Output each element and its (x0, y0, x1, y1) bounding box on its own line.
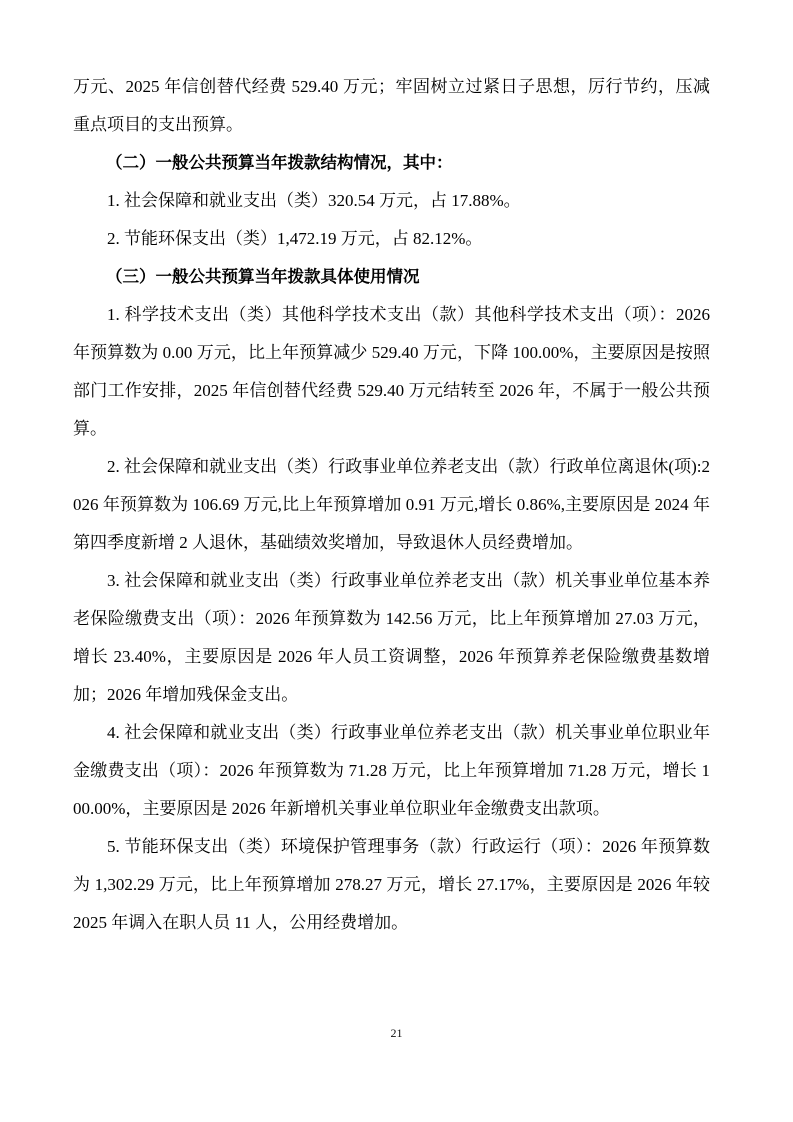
paragraph-continuation: 万元、2025 年信创替代经费 529.40 万元；牢固树立过紧日子思想，厉行节约，压减重点项目的支出预算。 (73, 77, 710, 134)
page-number: 21 (390, 1026, 403, 1040)
structure-item-1: 1. 社会保障和就业支出（类）320.54 万元，占 17.88%。 (107, 191, 521, 210)
section-heading-3: （三）一般公共预算当年拨款具体使用情况 (106, 268, 420, 286)
usage-paragraph-5: 5. 节能环保支出（类）环境保护管理事务（款）行政运行（项）：2026 年预算数为 1,302.29 万元，比上年预算增加 278.27 万元，增长 27.17%，主要原因是 2026 年较 2025 年调入在职人员 11 人，公用经费增加。 (73, 837, 710, 932)
structure-item-2: 2. 节能环保支出（类）1,472.19 万元，占 82.12%。 (107, 229, 483, 248)
usage-paragraph-3: 3. 社会保障和就业支出（类）行政事业单位养老支出（款）机关事业单位基本养老保险缴费支出（项）：2026 年预算数为 142.56 万元，比上年预算增加 27.03 万元，增长 23.40%，主要原因是 2026 年人员工资调整，2026 年预算养老保险缴费基数增加；2026 年增加残保金支出。 (73, 571, 710, 704)
usage-paragraph-2: 2. 社会保障和就业支出（类）行政事业单位养老支出（款）行政单位离退休(项):2026 年预算数为 106.69 万元,比上年预算增加 0.91 万元,增长 0.86%,主要原因是 2024 年第四季度新增 2 人退休，基础绩效奖增加，导致退休人员经费增加。 (73, 457, 710, 552)
usage-paragraph-4: 4. 社会保障和就业支出（类）行政事业单位养老支出（款）机关事业单位职业年金缴费支出（项）：2026 年预算数为 71.28 万元，比上年预算增加 71.28 万元，增长 100.00%，主要原因是 2026 年新增机关事业单位职业年金缴费支出款项。 (73, 723, 710, 818)
usage-paragraph-1: 1. 科学技术支出（类）其他科学技术支出（款）其他科学技术支出（项）：2026 年预算数为 0.00 万元，比上年预算减少 529.40 万元，下降 100.00%，主要原因是按照部门工作安排，2025 年信创替代经费 529.40 万元结转至 2026 年，不属于一般公共预算。 (73, 305, 710, 438)
section-heading-2: （二）一般公共预算当年拨款结构情况，其中： (106, 154, 453, 172)
document-content (73, 68, 710, 942)
